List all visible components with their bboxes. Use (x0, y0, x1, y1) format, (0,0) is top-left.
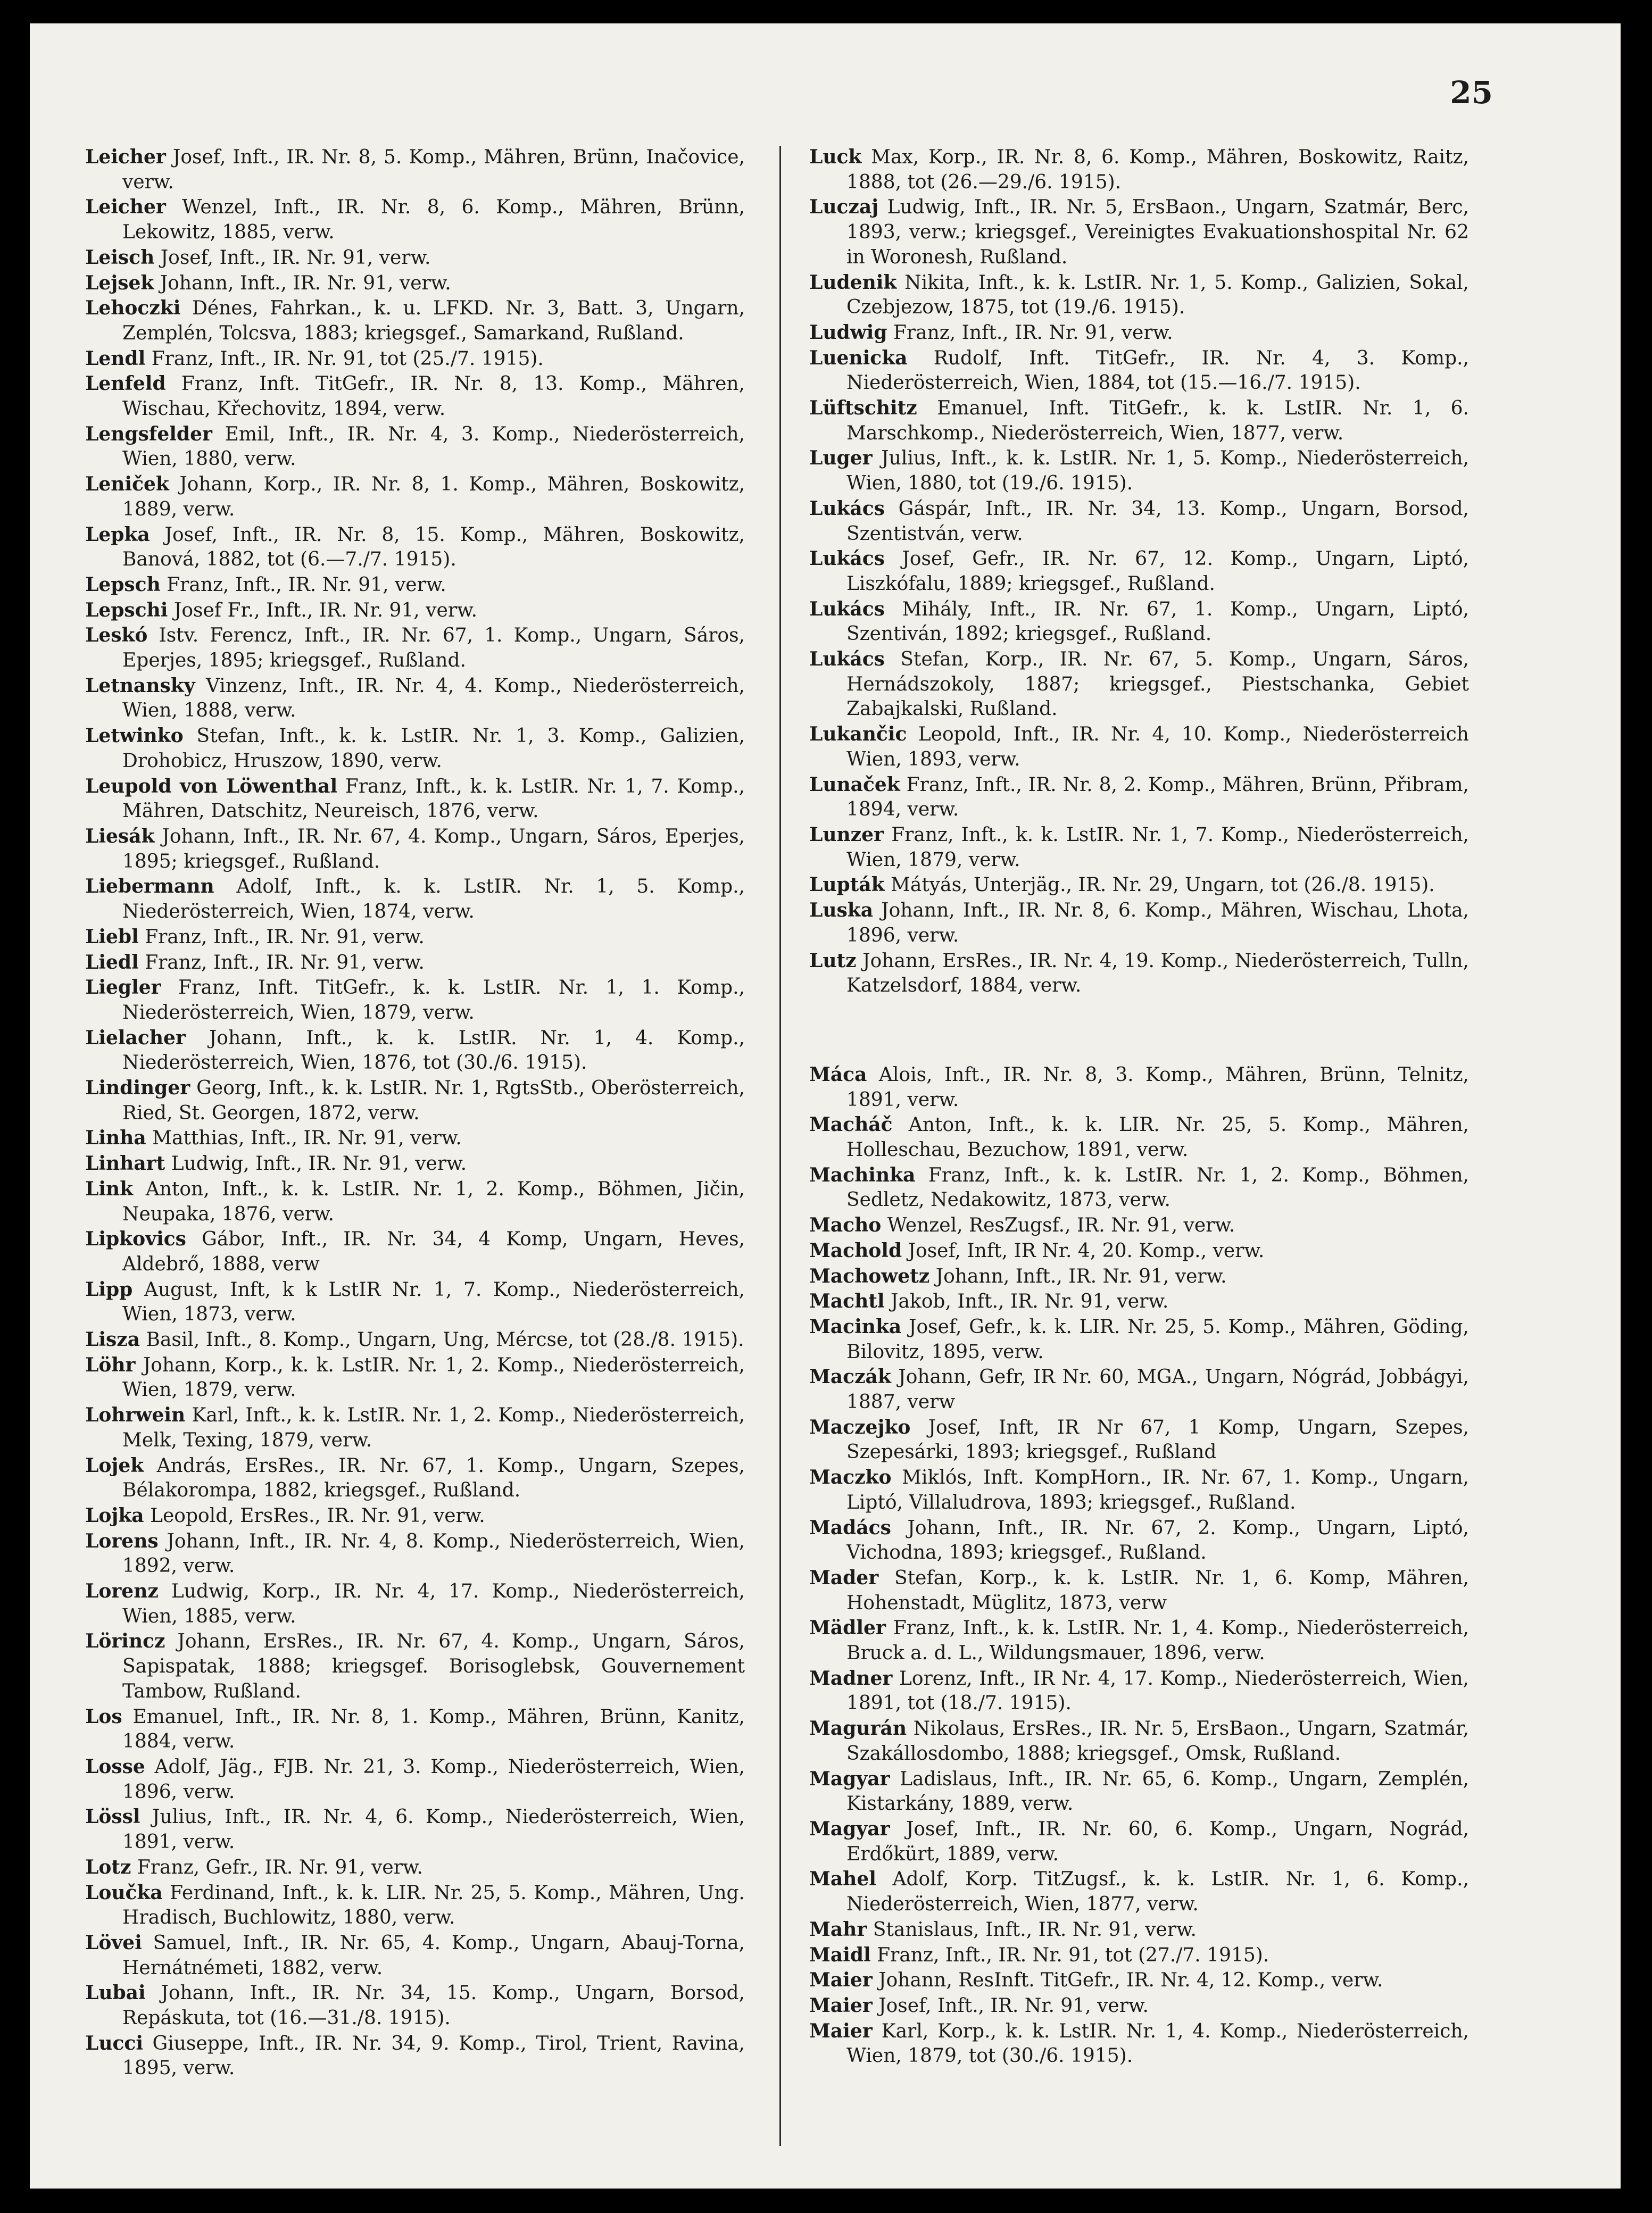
entry-surname: Lindinger (85, 1077, 190, 1100)
entry-details: Anton, Inft., k. k. LIR. Nr. 25, 5. Komp., Mähren, Holleschau, Bezuchow, 1891, verw. (846, 1114, 1469, 1161)
entry-details: Johann, Inft., IR. Nr. 67, 2. Komp., Ungarn, Liptó, Vichodna, 1893; kriegsgef., Rußland. (846, 1517, 1469, 1564)
entry-surname: Lisza (85, 1328, 140, 1351)
left-column (85, 145, 745, 2161)
entry-surname: Leniček (85, 473, 169, 496)
entry-surname: Lohrwein (85, 1404, 186, 1427)
entry-details: Miklós, Inft. KompHorn., IR. Nr. 67, 1. Komp., Ungarn, Liptó, Villaludrova, 1893; kriegsgef., Rußland. (846, 1467, 1469, 1513)
entry-surname: Lubai (85, 1982, 146, 2004)
list-item (85, 195, 745, 245)
entry-surname: Lorenz (85, 1580, 159, 1603)
entry-details: Alois, Inft., IR. Nr. 8, 3. Komp., Mähren, Brünn, Telnitz, 1891, verw. (846, 1063, 1469, 1111)
section-l-entries (809, 145, 1469, 999)
entry-details: Josef, Inft., IR. Nr. 8, 5. Komp., Mähren, Brünn, Inačovice, verw. (122, 146, 745, 193)
list-item (85, 1026, 745, 1076)
entry-details: Mátyás, Unterjäg., IR. Nr. 29, Ungarn, tot (26./8. 1915). (891, 874, 1435, 896)
list-item (85, 371, 745, 421)
list-item (85, 1855, 745, 1881)
entry-details: Josef, Inft., IR. Nr. 91, verw. (878, 1994, 1149, 2017)
entry-surname: Macho (809, 1214, 882, 1237)
list-item (809, 496, 1469, 546)
list-item (85, 950, 745, 976)
list-item (809, 1767, 1469, 1817)
list-item (809, 772, 1469, 822)
list-item (809, 1666, 1469, 1716)
list-item (809, 1616, 1469, 1666)
entry-details: Franz, Inft., k. k. LstIR. Nr. 1, 7. Komp., Mähren, Datschitz, Neureisch, 1876, verw. (122, 775, 745, 822)
entry-details: Franz, Inft., k. k. LstIR. Nr. 1, 4. Komp., Niederösterreich, Bruck a. d. L., Wildungsmauer, 1896, verw. (846, 1617, 1469, 1665)
list-item (809, 1238, 1469, 1264)
list-item (85, 1151, 745, 1177)
entry-details: Johann, Korp., IR. Nr. 8, 1. Komp., Mähren, Boskowitz, 1889, verw. (122, 473, 745, 520)
entry-surname: Mahr (809, 1918, 867, 1941)
section-gap (809, 999, 1469, 1062)
entry-details: Julius, Inft., k. k. LstIR. Nr. 1, 5. Komp., Niederösterreich, Wien, 1880, tot (19./6. 1915). (846, 447, 1469, 495)
entry-details: Franz, Inft., k. k. LstIR. Nr. 1, 2. Komp., Böhmen, Sedletz, Nedakowitz, 1873, verw. (846, 1164, 1469, 1211)
entry-details: Franz, Inft., IR. Nr. 91, verw. (145, 951, 425, 974)
entry-details: Johann, Inft., IR. Nr. 91, verw. (160, 272, 451, 294)
entry-details: Wenzel, Inft., IR. Nr. 8, 6. Komp., Mähren, Brünn, Lekowitz, 1885, verw. (122, 196, 745, 244)
right-column (809, 145, 1469, 2161)
list-item (85, 1931, 745, 1981)
entry-surname: Magurán (809, 1717, 907, 1740)
entry-surname: Machowetz (809, 1264, 930, 1287)
list-item (809, 1968, 1469, 1993)
entry-surname: Lövei (85, 1931, 142, 1954)
list-item (85, 1277, 745, 1327)
entry-details: Wenzel, ResZugsf., IR. Nr. 91, verw. (887, 1214, 1235, 1237)
list-item (85, 1076, 745, 1126)
entry-surname: Lejsek (85, 271, 154, 294)
entry-surname: Linha (85, 1127, 146, 1150)
list-item (809, 949, 1469, 999)
list-item (809, 1716, 1469, 1766)
entry-details: Franz, Inft. TitGefr., IR. Nr. 8, 13. Komp., Mähren, Wischau, Křechovitz, 1894, verw. (122, 373, 745, 420)
entry-details: Jakob, Inft., IR. Nr. 91, verw. (891, 1291, 1169, 1313)
entry-details: Karl, Inft., k. k. LstIR. Nr. 1, 2. Komp., Niederösterreich, Melk, Texing, 1879, verw. (122, 1404, 745, 1451)
entry-surname: Ludenik (809, 271, 897, 294)
list-item (85, 874, 745, 924)
entry-surname: Leupold von Löwenthal (85, 775, 338, 797)
entry-details: Ludwig, Inft., IR. Nr. 5, ErsBaon., Ungarn, Szatmár, Berc, 1893, verw.; kriegsgef., Vereinigtes Evakuationshospital Nr. 62 in Woronesh, Rußland. (846, 196, 1469, 268)
entry-surname: Machtl (809, 1290, 885, 1313)
list-item (85, 1177, 745, 1227)
entry-details: Lorenz, Inft., IR Nr. 4, 17. Komp., Niederösterreich, Wien, 1891, tot (18./7. 1915). (846, 1667, 1469, 1715)
entry-details: Stanislaus, Inft., IR. Nr. 91, verw. (873, 1918, 1197, 1941)
entry-surname: Liebl (85, 925, 139, 948)
entry-details: Stefan, Inft., k. k. LstIR. Nr. 1, 3. Komp., Galizien, Drohobicz, Hruszow, 1890, verw. (122, 725, 745, 772)
list-item (85, 1453, 745, 1503)
entry-surname: Lucci (85, 2032, 144, 2054)
entry-details: Gáspár, Inft., IR. Nr. 34, 13. Komp., Ungarn, Borsod, Szentistván, verw. (846, 497, 1469, 545)
list-item (809, 1315, 1469, 1365)
entry-surname: Lorens (85, 1529, 159, 1552)
entry-surname: Mader (809, 1566, 879, 1589)
entry-details: Johann, Inft., k. k. LstIR. Nr. 1, 4. Komp., Niederösterreich, Wien, 1876, tot (30./6. 1915). (122, 1027, 745, 1074)
list-item (85, 1881, 745, 1931)
list-item (809, 1917, 1469, 1943)
entry-surname: Lepka (85, 523, 150, 546)
entry-surname: Liesák (85, 825, 155, 847)
list-item (809, 1516, 1469, 1566)
entry-surname: Lenfeld (85, 372, 166, 395)
entry-surname: Lepschi (85, 598, 168, 621)
list-item (85, 1981, 745, 2031)
entry-surname: Liebermann (85, 875, 214, 898)
entry-details: Johann, Inft., IR. Nr. 4, 8. Komp., Niederösterreich, Wien, 1892, verw. (122, 1530, 745, 1577)
list-item (85, 1754, 745, 1804)
entry-surname: Macháč (809, 1113, 893, 1136)
entry-surname: Luger (809, 447, 873, 470)
entry-details: Johann, Inft., IR. Nr. 8, 6. Komp., Mähren, Wischau, Lhota, 1896, verw. (846, 900, 1469, 946)
entry-details: Anton, Inft., k. k. LstIR. Nr. 1, 2. Komp., Böhmen, Jičin, Neupaka, 1876, verw. (122, 1178, 745, 1225)
entry-details: Franz, Inft., IR. Nr. 91, verw. (145, 926, 425, 948)
entry-surname: Lörincz (85, 1630, 165, 1653)
entry-details: Gábor, Inft., IR. Nr. 34, 4 Komp, Ungarn, Heves, Aldebrő, 1888, verw (122, 1228, 745, 1275)
entry-details: Ludwig, Inft., IR. Nr. 91, verw. (171, 1153, 467, 1175)
list-item (85, 522, 745, 572)
entry-surname: Lukács (809, 547, 885, 570)
entry-details: Ferdinand, Inft., k. k. LIR. Nr. 25, 5. Komp., Mähren, Ung. Hradisch, Buchlowitz, 1880, verw. (122, 1882, 745, 1929)
entry-details: Istv. Ferencz, Inft., IR. Nr. 67, 1. Komp., Ungarn, Sáros, Eperjes, 1895; kriegsgef., Rußland. (122, 625, 745, 672)
list-item (85, 598, 745, 623)
list-item (85, 1704, 745, 1754)
list-item (85, 1629, 745, 1704)
entry-surname: Maier (809, 1969, 873, 1992)
list-item (809, 1867, 1469, 1917)
list-item (809, 195, 1469, 270)
column-divider (779, 146, 781, 2146)
entry-details: Karl, Korp., k. k. LstIR. Nr. 1, 4. Komp., Niederösterreich, Wien, 1879, tot (30./6. 1915). (846, 2020, 1469, 2067)
entry-surname: Madács (809, 1516, 891, 1539)
list-item (85, 723, 745, 773)
entry-details: Ludwig, Korp., IR. Nr. 4, 17. Komp., Niederösterreich, Wien, 1885, verw. (122, 1580, 745, 1627)
list-item (809, 546, 1469, 596)
entry-surname: Luczaj (809, 196, 879, 219)
entry-details: Vinzenz, Inft., IR. Nr. 4, 4. Komp., Niederösterreich, Wien, 1888, verw. (122, 675, 745, 722)
entry-surname: Lukács (809, 597, 885, 620)
entry-details: Adolf, Inft., k. k. LstIR. Nr. 1, 5. Komp., Niederösterreich, Wien, 1874, verw. (122, 876, 745, 923)
entry-details: Adolf, Jäg., FJB. Nr. 21, 3. Komp., Niederösterreich, Wien, 1896, verw. (122, 1756, 745, 1803)
entry-surname: Lojek (85, 1454, 144, 1477)
entry-details: Basil, Inft., 8. Komp., Ungarn, Ung, Mércse, tot (28./8. 1915). (146, 1329, 744, 1351)
entry-details: Franz, Gefr., IR. Nr. 91, verw. (137, 1856, 423, 1878)
list-item (809, 1264, 1469, 1289)
entry-details: Emanuel, Inft. TitGefr., k. k. LstIR. Nr. 1, 6. Marschkomp., Niederösterreich, Wien, 1877, verw. (846, 397, 1469, 444)
list-item (85, 1403, 745, 1453)
list-item (809, 1365, 1469, 1415)
list-item (85, 145, 745, 195)
entry-surname: Leisch (85, 246, 155, 269)
entry-surname: Lupták (809, 873, 885, 896)
list-item (809, 1163, 1469, 1213)
entry-surname: Lunaček (809, 773, 900, 796)
entry-details: Josef, Inft, IR Nr 67, 1 Komp, Ungarn, Szepes, Szepesárki, 1893; kriegsgef., Rußland (846, 1416, 1469, 1463)
entry-details: András, ErsRes., IR. Nr. 67, 1. Komp., Ungarn, Szepes, Bélakorompa, 1882, kriegsgef., Rußland. (122, 1454, 745, 1502)
entry-surname: Lüftschitz (809, 397, 917, 420)
entry-surname: Lielacher (85, 1026, 186, 1049)
entry-surname: Machold (809, 1239, 902, 1262)
entry-surname: Luenicka (809, 346, 908, 369)
entry-surname: Link (85, 1177, 134, 1200)
entry-details: Franz, Inft., IR. Nr. 91, tot (25./7. 1915). (151, 347, 544, 370)
entry-surname: Luck (809, 146, 862, 168)
entry-surname: Lotz (85, 1856, 131, 1878)
section-m-entries (809, 1062, 1469, 2069)
entry-surname: Magyar (809, 1767, 890, 1790)
list-item (809, 320, 1469, 346)
entry-surname: Lukács (809, 648, 885, 671)
list-item (809, 1415, 1469, 1465)
list-item (809, 597, 1469, 647)
entry-surname: Maidl (809, 1943, 871, 1966)
entry-details: Dénes, Fahrkan., k. u. LFKD. Nr. 3, Batt. 3, Ungarn, Zemplén, Tolcsva, 1883; kriegsgef., Samarkand, Rußland. (122, 297, 745, 344)
entry-details: Georg, Inft., k. k. LstIR. Nr. 1, RgtsStb., Oberösterreich, Ried, St. Georgen, 1872, verw. (122, 1077, 745, 1124)
entry-surname: Maczko (809, 1466, 892, 1489)
entry-surname: Los (85, 1705, 122, 1728)
list-item (85, 472, 745, 522)
list-item (85, 1579, 745, 1629)
entry-surname: Lukács (809, 497, 885, 520)
list-item (85, 925, 745, 950)
entry-details: Emanuel, Inft., IR. Nr. 8, 1. Komp., Mähren, Brünn, Kanitz, 1884, verw. (122, 1705, 745, 1753)
entry-surname: Magyar (809, 1818, 890, 1840)
entry-details: Adolf, Korp. TitZugsf., k. k. LstIR. Nr. 1, 6. Komp., Niederösterreich, Wien, 1877, verw. (846, 1868, 1469, 1916)
entry-surname: Lengsfelder (85, 422, 212, 445)
entry-details: Johann, Inft., IR. Nr. 91, verw. (935, 1265, 1227, 1287)
entry-details: Max, Korp., IR. Nr. 8, 6. Komp., Mähren, Boskowitz, Raitz, 1888, tot (26.—29./6. 1915). (846, 146, 1469, 193)
entry-details: Johann, ErsRes., IR. Nr. 67, 4. Komp., Ungarn, Sáros, Sapispatak, 1888; kriegsgef. Borisoglebsk, Gouvernement Tambow, Rußland. (122, 1630, 745, 1702)
list-item (809, 2019, 1469, 2069)
entry-surname: Löhr (85, 1353, 136, 1376)
entry-surname: Madner (809, 1667, 893, 1690)
entry-details: Johann, Korp., k. k. LstIR. Nr. 1, 2. Komp., Niederösterreich, Wien, 1879, verw. (122, 1354, 745, 1401)
entry-surname: Máca (809, 1063, 867, 1086)
entry-surname: Lipp (85, 1278, 133, 1301)
list-item (809, 872, 1469, 898)
entry-surname: Maczák (809, 1366, 891, 1388)
entry-surname: Linhart (85, 1152, 165, 1175)
list-item (85, 296, 745, 346)
entry-details: Stefan, Korp., k. k. LstIR. Nr. 1, 6. Komp, Mähren, Hohenstadt, Müglitz, 1873, verw (846, 1567, 1469, 1614)
entry-surname: Loučka (85, 1881, 163, 1904)
entry-details: Leopold, ErsRes., IR. Nr. 91, verw. (150, 1504, 485, 1527)
list-item (85, 572, 745, 598)
entry-details: Franz, Inft., IR. Nr. 91, verw. (893, 321, 1173, 344)
list-item (85, 1804, 745, 1854)
list-item (85, 975, 745, 1025)
entry-details: Nikolaus, ErsRes., IR. Nr. 5, ErsBaon., Ungarn, Szatmár, Szakállosdombo, 1888; kriegsgef., Omsk, Rußland. (846, 1718, 1469, 1765)
entry-surname: Machinka (809, 1163, 916, 1186)
entry-details: Josef, Inft., IR. Nr. 91, verw. (160, 246, 431, 269)
entry-surname: Lunzer (809, 823, 884, 846)
entry-surname: Lukančic (809, 723, 907, 746)
list-item (809, 270, 1469, 320)
entry-surname: Leskó (85, 624, 148, 647)
entry-surname: Lössl (85, 1806, 140, 1828)
entry-details: Samuel, Inft., IR. Nr. 65, 4. Komp., Ungarn, Abauj-Torna, Hernátnémeti, 1882, verw. (122, 1932, 745, 1979)
entry-details: Josef, Inft., IR. Nr. 8, 15. Komp., Mähren, Boskowitz, Banová, 1882, tot (6.—7./7. 1915). (122, 523, 745, 571)
entry-details: Josef, Inft, IR Nr. 4, 20. Komp., verw. (908, 1239, 1265, 1262)
entry-details: Johann, Inft., IR. Nr. 67, 4. Komp., Ungarn, Sáros, Eperjes, 1895; kriegsgef., Rußland. (122, 825, 745, 872)
list-item (85, 1503, 745, 1529)
list-item (809, 346, 1469, 396)
list-item (85, 824, 745, 874)
entry-details: Stefan, Korp., IR. Nr. 67, 5. Komp., Ungarn, Sáros, Hernádszokoly, 1887; kriegsgef., Piestschanka, Gebiet Zabajkalski, Rußland. (846, 648, 1470, 720)
list-item (809, 1465, 1469, 1515)
entry-surname: Maier (809, 1994, 873, 2017)
list-item (809, 898, 1469, 948)
entry-details: Rudolf, Inft. TitGefr., IR. Nr. 4, 3. Komp., Niederösterreich, Wien, 1884, tot (15.—16./7. 1915). (846, 347, 1469, 394)
list-item (809, 822, 1469, 872)
entry-details: Matthias, Inft., IR. Nr. 91, verw. (152, 1127, 462, 1150)
entry-surname: Lipkovics (85, 1228, 186, 1251)
list-item (85, 1327, 745, 1353)
list-item (809, 1213, 1469, 1238)
entry-details: Nikita, Inft., k. k. LstIR. Nr. 1, 5. Komp., Galizien, Sokal, Czebjezow, 1875, tot (19./6. 1915). (846, 271, 1469, 319)
entry-surname: Letwinko (85, 725, 184, 747)
entry-surname: Losse (85, 1756, 145, 1778)
entry-details: Giuseppe, Inft., IR. Nr. 34, 9. Komp., Tirol, Trient, Ravina, 1895, verw. (122, 2032, 745, 2079)
entry-details: August, Inft, k k LstIR Nr. 1, 7. Komp., Niederösterreich, Wien, 1873, verw. (122, 1278, 745, 1326)
page (30, 23, 1621, 2189)
entry-details: Leopold, Inft., IR. Nr. 4, 10. Komp., Niederösterreich Wien, 1893, verw. (846, 723, 1469, 770)
entry-surname: Lojka (85, 1504, 144, 1527)
list-item (85, 245, 745, 271)
list-item (809, 1817, 1469, 1867)
entry-surname: Leicher (85, 196, 166, 219)
list-item (809, 1566, 1469, 1616)
entry-surname: Mädler (809, 1617, 886, 1640)
list-item (809, 647, 1469, 722)
list-item (85, 623, 745, 673)
list-item (85, 1126, 745, 1151)
page-number: 25 (1450, 74, 1493, 111)
entry-surname: Mahel (809, 1868, 876, 1891)
entry-details: Johann, Gefr, IR Nr. 60, MGA., Ungarn, Nógrád, Jobbágyi, 1887, verw (846, 1366, 1469, 1413)
entry-details: Johann, ResInft. TitGefr., IR. Nr. 4, 12. Komp., verw. (878, 1969, 1383, 1992)
list-item (85, 774, 745, 824)
entry-surname: Lendl (85, 347, 146, 370)
entry-surname: Liegler (85, 976, 161, 999)
entry-surname: Letnansky (85, 674, 195, 697)
entry-surname: Maczejko (809, 1416, 911, 1438)
entry-surname: Ludwig (809, 321, 887, 344)
list-item (85, 1353, 745, 1403)
entry-details: Franz, Inft., IR. Nr. 91, verw. (167, 573, 446, 596)
list-item (809, 1062, 1469, 1112)
entry-surname: Luska (809, 899, 874, 922)
entry-details: Franz, Inft. TitGefr., k. k. LstIR. Nr. 1, 1. Komp., Niederösterreich, Wien, 1879, verw. (122, 977, 745, 1024)
entry-details: Julius, Inft., IR. Nr. 4, 6. Komp., Niederösterreich, Wien, 1891, verw. (122, 1806, 745, 1853)
entry-details: Ladislaus, Inft., IR. Nr. 65, 6. Komp., Ungarn, Zemplén, Kistarkány, 1889, verw. (846, 1768, 1469, 1815)
list-item (85, 271, 745, 296)
entry-details: Josef, Gefr., IR. Nr. 67, 12. Komp., Ungarn, Liptó, Liszkófalu, 1889; kriegsgef., Rußland. (846, 548, 1469, 595)
entry-details: Franz, Inft., IR. Nr. 91, tot (27./7. 1915). (877, 1944, 1269, 1966)
list-item (85, 422, 745, 472)
list-item (809, 1943, 1469, 1968)
entry-surname: Macinka (809, 1315, 902, 1338)
entry-details: Johann, Inft., IR. Nr. 34, 15. Komp., Ungarn, Borsod, Repáskuta, tot (16.—31./8. 1915). (122, 1982, 745, 2029)
list-item (809, 1993, 1469, 2019)
list-item (809, 446, 1469, 496)
entry-details: Emil, Inft., IR. Nr. 4, 3. Komp., Niederösterreich, Wien, 1880, verw. (122, 423, 745, 470)
list-item (85, 1529, 745, 1579)
entry-details: Mihály, Inft., IR. Nr. 67, 1. Komp., Ungarn, Liptó, Szentiván, 1892; kriegsgef., Rußland. (846, 598, 1469, 645)
entry-details: Josef Fr., Inft., IR. Nr. 91, verw. (173, 599, 478, 621)
entry-surname: Lehoczki (85, 297, 181, 320)
entry-surname: Lutz (809, 949, 857, 972)
entry-surname: Liedl (85, 951, 139, 974)
entry-surname: Lepsch (85, 573, 161, 596)
entry-details: Johann, ErsRes., IR. Nr. 4, 19. Komp., Niederösterreich, Tulln, Katzelsdorf, 1884, verw. (846, 950, 1470, 997)
entry-details: Franz, Inft., k. k. LstIR. Nr. 1, 7. Komp., Niederösterreich, Wien, 1879, verw. (846, 823, 1469, 871)
list-item (809, 722, 1469, 772)
list-item (85, 346, 745, 372)
list-item (809, 145, 1469, 195)
list-item (809, 396, 1469, 446)
entry-surname: Leicher (85, 146, 166, 168)
list-item (809, 1289, 1469, 1315)
list-item (85, 673, 745, 723)
entry-details: Josef, Gefr., k. k. LIR. Nr. 25, 5. Komp., Mähren, Göding, Bilovitz, 1895, verw. (846, 1316, 1469, 1363)
entry-surname: Maier (809, 2019, 873, 2042)
entry-details: Franz, Inft., IR. Nr. 8, 2. Komp., Mähren, Brünn, Přibram, 1894, verw. (846, 773, 1469, 821)
list-item (809, 1112, 1469, 1162)
list-item (85, 2031, 745, 2081)
list-item (85, 1227, 745, 1277)
entry-details: Josef, Inft., IR. Nr. 60, 6. Komp., Ungarn, Nográd, Erdőkürt, 1889, verw. (846, 1818, 1469, 1865)
